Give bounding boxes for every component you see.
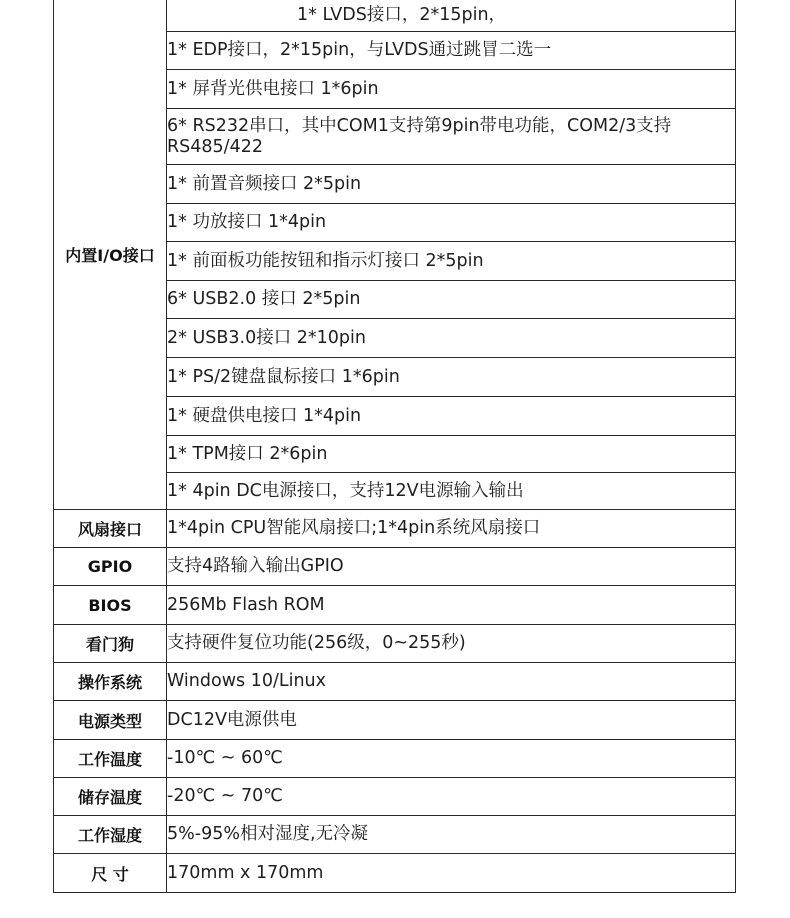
table-row bbox=[54, 586, 736, 625]
table-row bbox=[54, 0, 736, 32]
table-row bbox=[54, 778, 736, 816]
row-value-fan: 1*4pin CPU智能风扇接口;1*4pin系统风扇接口 bbox=[167, 510, 736, 548]
row-value-power: DC12V电源供电 bbox=[167, 701, 736, 740]
row-label-operating-temp: 工作温度 bbox=[54, 740, 167, 778]
io-item: 1* EDP接口，2*15pin，与LVDS通过跳冒二选一 bbox=[167, 32, 736, 70]
table-row bbox=[54, 625, 736, 663]
io-item: 1* 屏背光供电接口 1*6pin bbox=[167, 70, 736, 109]
row-value-humidity: 5%-95%相对湿度,无冷凝 bbox=[167, 816, 736, 854]
io-item: 6* USB2.0 接口 2*5pin bbox=[167, 281, 736, 319]
io-item: 1* 硬盘供电接口 1*4pin bbox=[167, 397, 736, 436]
table-row bbox=[54, 548, 736, 586]
row-label-watchdog: 看门狗 bbox=[54, 625, 167, 663]
io-item: 1* TPM接口 2*6pin bbox=[167, 436, 736, 473]
table-row bbox=[54, 701, 736, 740]
io-item: 6* RS232串口，其中COM1支持第9pin带电功能，COM2/3支持RS485/422 bbox=[167, 109, 736, 165]
row-value-os: Windows 10/Linux bbox=[167, 663, 736, 701]
row-label-power: 电源类型 bbox=[54, 701, 167, 740]
table-row bbox=[54, 816, 736, 854]
row-value-storage-temp: -20℃ ~ 70℃ bbox=[167, 778, 736, 816]
io-item: 1* 前面板功能按钮和指示灯接口 2*5pin bbox=[167, 242, 736, 281]
io-item: 1* 4pin DC电源接口，支持12V电源输入输出 bbox=[167, 473, 736, 510]
row-value-bios: 256Mb Flash ROM bbox=[167, 586, 736, 625]
io-section-label: 内置I/O接口 bbox=[54, 0, 167, 510]
row-label-humidity: 工作湿度 bbox=[54, 816, 167, 854]
row-label-os: 操作系统 bbox=[54, 663, 167, 701]
spec-table bbox=[53, 0, 736, 893]
table-row bbox=[54, 510, 736, 548]
io-item: 1* 功放接口 1*4pin bbox=[167, 204, 736, 242]
row-label-storage-temp: 储存温度 bbox=[54, 778, 167, 816]
row-label-dimensions: 尺 寸 bbox=[54, 854, 167, 893]
table-row bbox=[54, 740, 736, 778]
io-item: 2* USB3.0接口 2*10pin bbox=[167, 319, 736, 358]
row-label-bios: BIOS bbox=[54, 586, 167, 625]
table-row bbox=[54, 854, 736, 893]
table-row bbox=[54, 663, 736, 701]
row-label-fan: 风扇接口 bbox=[54, 510, 167, 548]
io-item: 1* PS/2键盘鼠标接口 1*6pin bbox=[167, 358, 736, 397]
row-value-dimensions: 170mm x 170mm bbox=[167, 854, 736, 893]
io-item: 1* LVDS接口，2*15pin， bbox=[167, 0, 736, 32]
row-label-gpio: GPIO bbox=[54, 548, 167, 586]
io-item: 1* 前置音频接口 2*5pin bbox=[167, 165, 736, 204]
row-value-watchdog: 支持硬件复位功能(256级，0~255秒) bbox=[167, 625, 736, 663]
row-value-gpio: 支持4路输入输出GPIO bbox=[167, 548, 736, 586]
row-value-operating-temp: -10℃ ~ 60℃ bbox=[167, 740, 736, 778]
